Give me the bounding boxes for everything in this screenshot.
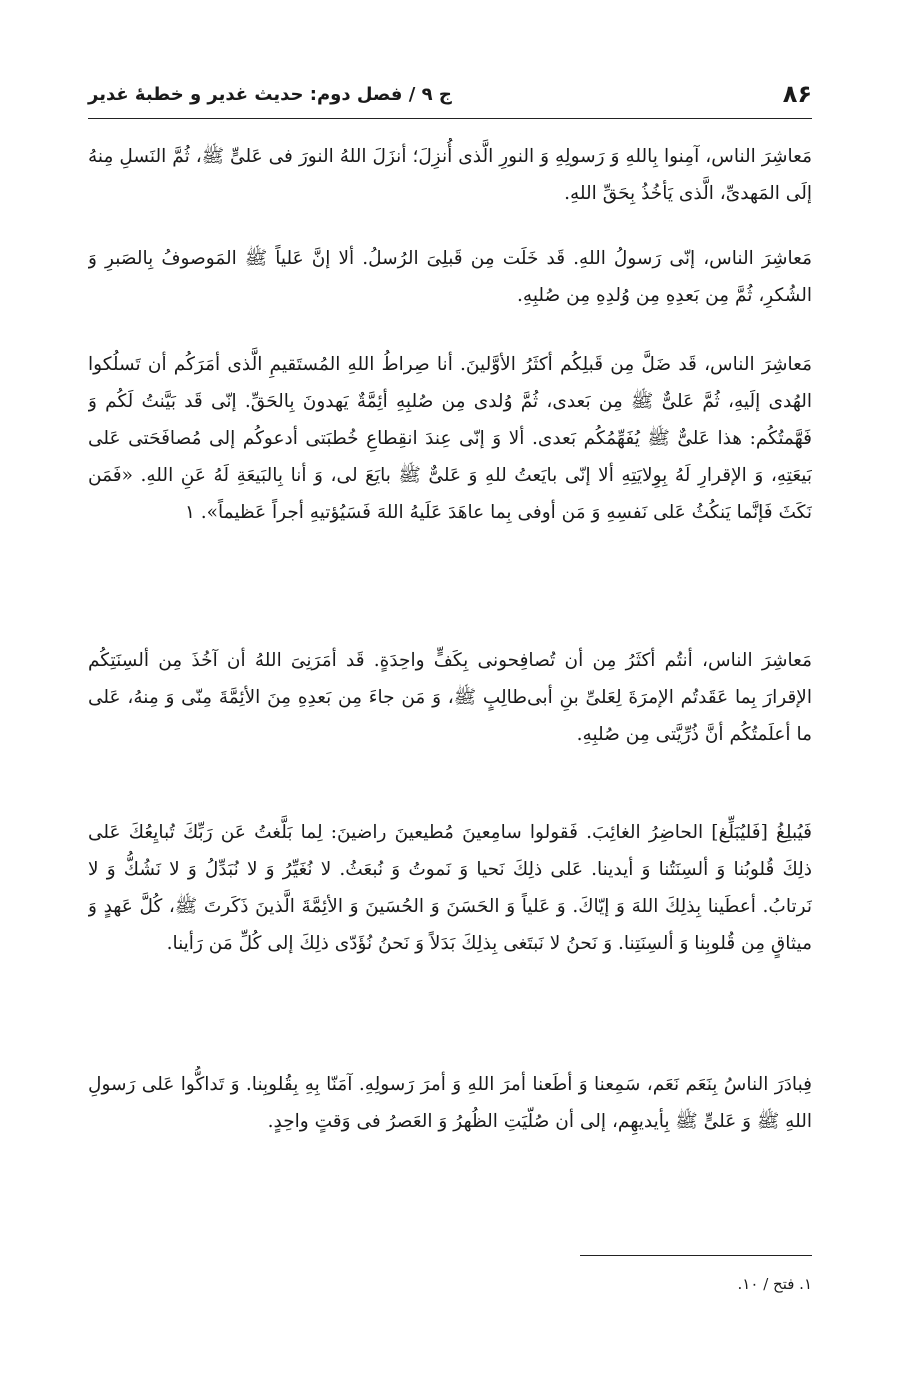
paragraph-6: فِبادَرَ الناسُ بِنَعَم نَعَم، سَمِعنا وَ أطَعنا أمرَ اللهِ وَ أمرَ رَسولِهِ. آمَنّا بِهِ بِقُلوبِنا. وَ تَداكُّوا عَلى رَسولِ اللهِ ﷺ وَ عَلىٍّ ﷺ بِأيديهِم، إلى أن صُلّيَتِ الظُهرُ وَ العَصرُ فى وَقتٍ واحِدٍ. xyxy=(88,1074,812,1132)
paragraph-3: مَعاشِرَ الناس، قَد ضَلَّ مِن قَبلِكُم أكثَرُ الأوَّلينَ. أنا صِراطُ اللهِ المُستَقيمِ الَّذى أمَرَكُم أن تَسلُكوا الهُدى إلَيهِ، ثُمَّ عَلىٌّ ﷺ مِن بَعدى، ثُمَّ وُلدى مِن صُلبِهِ أئِمَّةٌ يَهدونَ بِالحَقِّ. إنّى قَد بَيَّنتُ لَكُم وَ فَهَّمتُكُم: هذا عَلىٌّ ﷺ يُفَهِّمُكُم بَعدى. ألا وَ إنّى عِندَ انقِطاعِ خُطبَتى أدعوكُم إلى مُصافَحَتى عَلى بَيعَتِهِ، وَ الإقرارِ لَهُ بِوِلايَتِهِ ألا إنّى بايَعتُ للهِ وَ عَلىٌّ ﷺ بايَعَ لى، وَ أنا بِالبَيعَةِ لَهُ عَنِ اللهِ. «فَمَن نَكَثَ فَإنَّما يَنكُثُ عَلى نَفسِهِ وَ مَن أوفى بِما عاهَدَ عَلَيهُ اللهَ فَسَيُؤتيهِ أجراً عَظيماً». ١ xyxy=(88,354,812,523)
footnote: ١. فتح / ١٠. xyxy=(737,1275,812,1293)
page-number: ۸۶ xyxy=(782,80,812,108)
paragraph-2: مَعاشِرَ الناس، إنّى رَسولُ اللهِ. قَد خَلَت مِن قَبلِىَ الرُسلُ. ألا إنَّ عَلياً ﷺ المَوصوفُ بِالصَبرِ وَ الشُكرِ، ثُمَّ مِن بَعدِهِ مِن وُلدِهِ مِن صُلبِهِ. xyxy=(88,248,812,306)
paragraph-1: مَعاشِرَ الناس، آمِنوا بِاللهِ وَ رَسولِهِ وَ النورِ الَّذى أُنزِلَ؛ أنزَلَ اللهُ النورَ فى عَلىٍّ ﷺ، ثُمَّ النَسلِ مِنهُ إلَى المَهدىِّ، الَّذى يَأخُذُ بِحَقِّ اللهِ. xyxy=(88,146,812,204)
footnote-divider xyxy=(580,1255,812,1256)
paragraph-5: فَيُبلِغُ [فَليُبَلِّغ] الحاضِرُ الغائِبَ. فَقولوا سامِعينَ مُطيعينَ راضينَ: لِما بَلَّغتُ عَن رَبِّكَ تُبايِعُكَ عَلى ذلِكَ قُلوبُنا وَ ألسِنَتُنا وَ أيدينا. عَلى ذلِكَ نَحيا وَ نَموتُ وَ نُبعَثُ. لا نُغَيِّرُ وَ لا نُبَدِّلُ وَ لا نَشُكُّ وَ لا نَرتابُ. أعطَينا بِذلِكَ اللهَ وَ إيّاكَ. وَ عَلياً وَ الحَسَنَ وَ الحُسَينَ وَ الأئِمَّةَ الَّذينَ ذَكَرتَ ﷺ، كُلَّ عَهدٍ وَ ميثاقٍ مِن قُلوبِنا وَ ألسِنَتِنا. وَ نَحنُ لا نَبتَغى بِذلِكَ بَدَلاً وَ نَحنُ نُؤَدّى ذلِكَ إلى كُلِّ مَن رَأينا. xyxy=(88,822,812,954)
page-header xyxy=(88,76,812,112)
header-divider xyxy=(88,118,812,119)
running-head: ج ۹ / فصل دوم: حديث غدير و خطبهٔ غدير xyxy=(88,83,452,105)
paragraph-4: مَعاشِرَ الناس، أنتُم أكثَرُ مِن أن تُصافِحونى بِكَفٍّ واحِدَةٍ. قَد أمَرَنِىَ اللهُ أن آخُذَ مِن ألسِنَتِكُم الإقرارَ بِما عَقَدتُم الإمرَةَ لِعَلىِّ بنِ أبى‌طالِبٍ ﷺ، وَ مَن جاءَ مِن بَعدِهِ مِنَ الأئِمَّةَ مِنّى وَ مِنهُ، عَلى ما أعلَمتُكُم أنَّ ذُرِّيَّتى مِن صُلبِهِ. xyxy=(88,650,812,745)
body-text xyxy=(88,138,812,1168)
